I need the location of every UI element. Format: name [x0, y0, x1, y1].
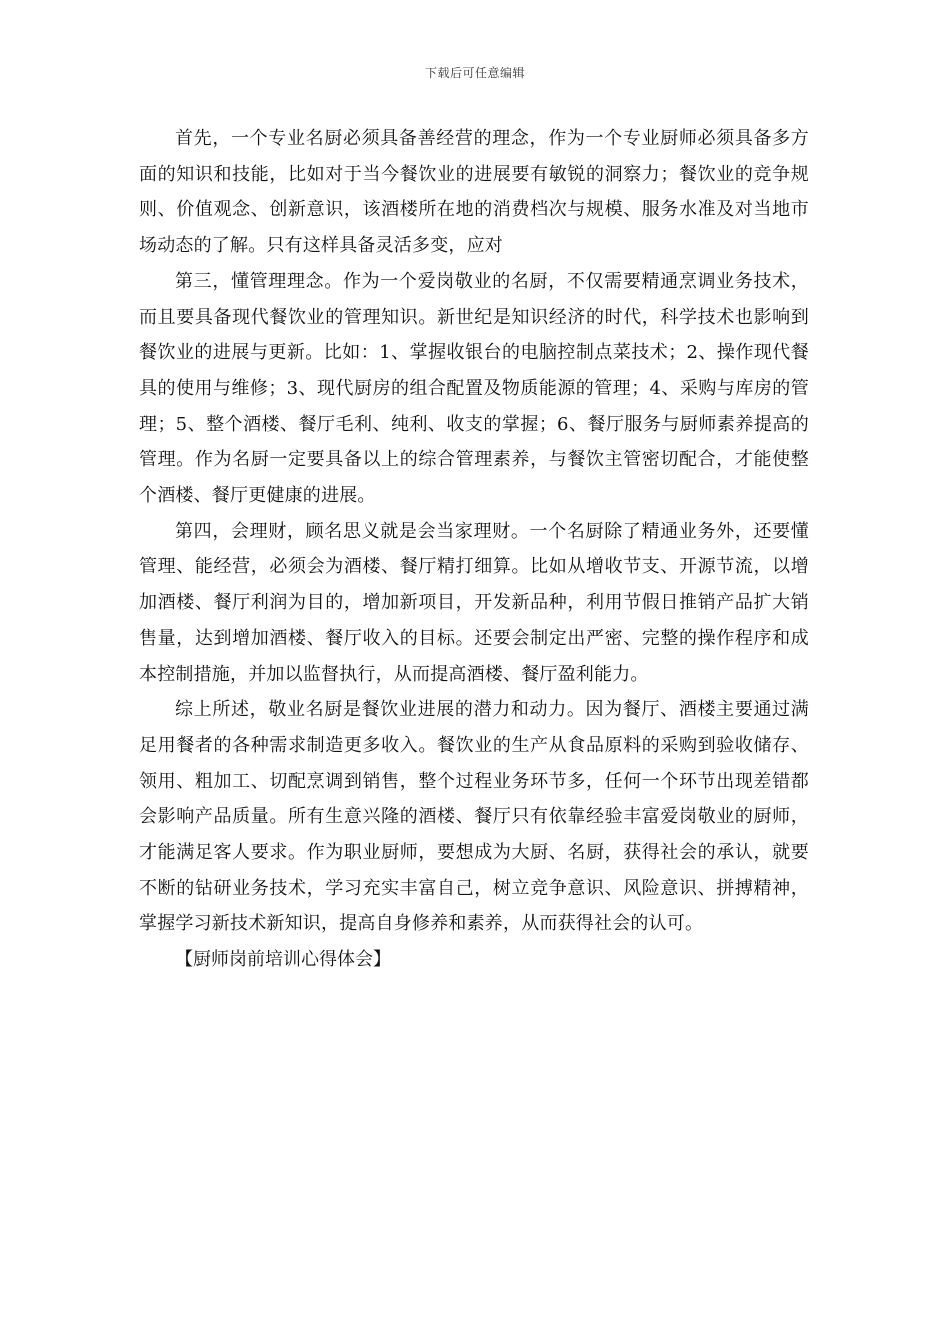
document-body	[139, 121, 809, 978]
paragraph-management-philosophy: 首先，一个专业名厨必须具备善经营的理念，作为一个专业厨师必须具备多方面的知识和技能，比如对于当今餐饮业的进展要有敏锐的洞察力；餐饮业的竞争规则、价值观念、创新意识，该酒楼所在地的消费档次与规模、服务水准及对当地市场动态的了解。只有这样具备灵活多变，应对	[139, 128, 809, 257]
paragraph-financial-management: 第四，会理财，顾名思义就是会当家理财。一个名厨除了精通业务外，还要懂管理、能经营，必须会为酒楼、餐厅精打细算。比如从增收节支、开源节流，以增加酒楼、餐厅利润为目的，增加新项目，开发新品种，利用节假日推销产品扩大销售量，达到增加酒楼、餐厅收入的目标。还要会制定出严密、完整的操作程序和成本控制措施，并加以监督执行，从而提高酒楼、餐厅盈利能力。	[139, 520, 809, 685]
page-header-note: 下载后可任意编辑	[424, 66, 525, 80]
paragraph-management-knowledge: 第三，懂管理理念。作为一个爱岗敬业的名厨，不仅需要精通烹调业务技术，而且要具备现代餐饮业的管理知识。新世纪是知识经济的时代，科学技术也影响到餐饮业的进展与更新。比如：1、掌握收银台的电脑控制点菜技术；2、操作现代餐具的使用与维修；3、现代厨房的组合配置及物质能源的管理；4、采购与库房的管理；5、整个酒楼、餐厅毛利、纯利、收支的掌握；6、餐厅服务与厨师素养提高的管理。作为名厨一定要具备以上的综合管理素养，与餐饮主管密切配合，才能使整个酒楼、餐厅更健康的进展。	[139, 270, 809, 507]
closing-title: 【厨师岗前培训心得体会】	[175, 949, 391, 971]
paragraph-conclusion: 综上所述，敬业名厨是餐饮业进展的潜力和动力。因为餐厅、酒楼主要通过满足用餐者的各种需求制造更多收入。餐饮业的生产从食品原料的采购到验收储存、领用、粗加工、切配烹调到销售，整个过程业务环节多，任何一个环节出现差错都会影响产品质量。所有生意兴隆的酒楼、餐厅只有依靠经验丰富爱岗敬业的厨师，才能满足客人要求。作为职业厨师，要想成为大厨、名厨，获得社会的承认，就要不断的钻研业务技术，学习充实丰富自己，树立竞争意识、风险意识、拼搏精神，掌握学习新技术新知识，提高自身修养和素养，从而获得社会的认可。	[139, 699, 809, 935]
